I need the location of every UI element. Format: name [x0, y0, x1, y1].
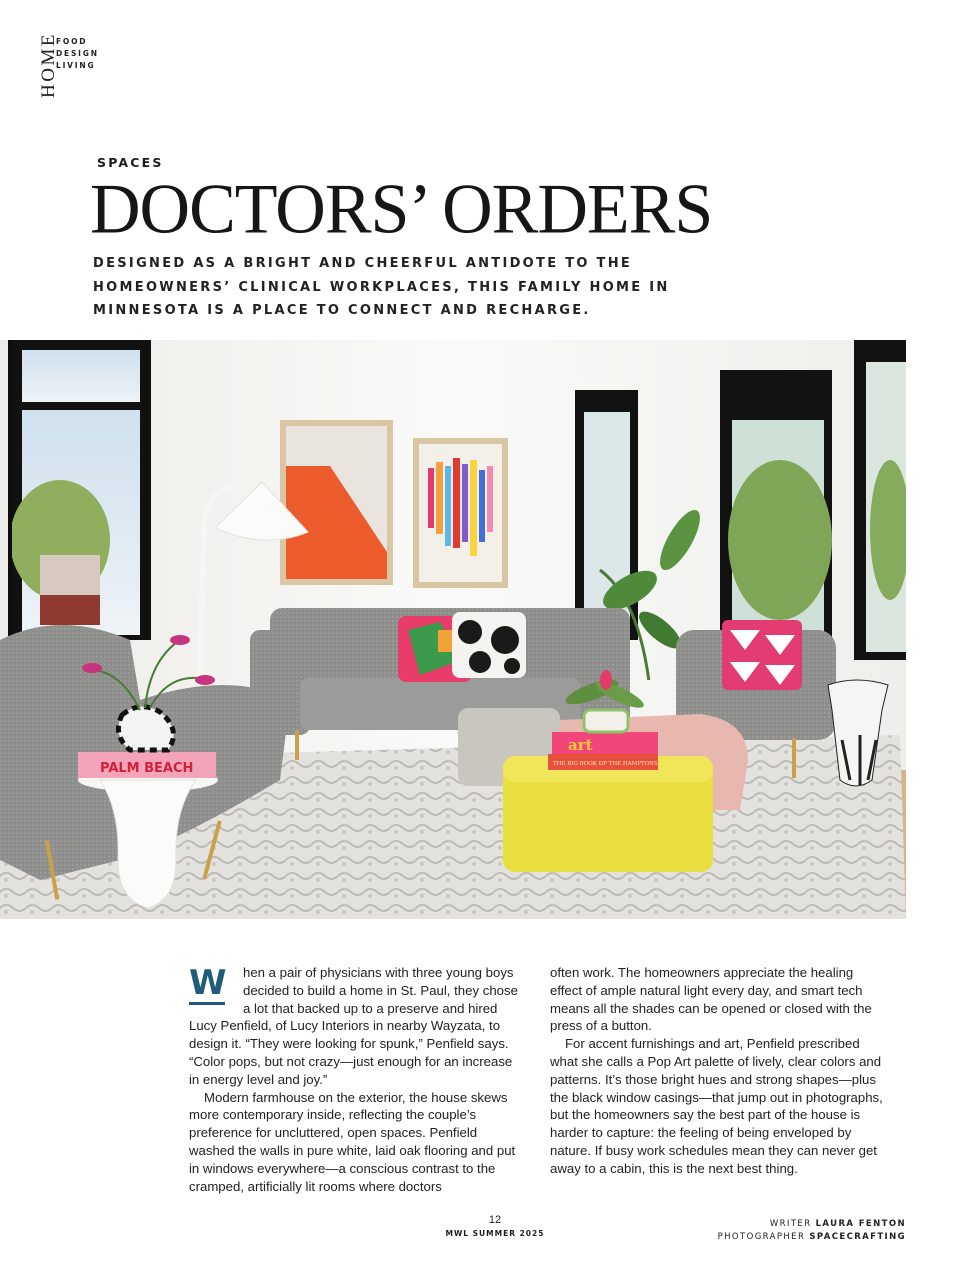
writer-name: LAURA FENTON — [815, 1219, 906, 1229]
photographer-name: SPACECRAFTING — [809, 1232, 906, 1242]
writer-label: WRITER — [769, 1219, 812, 1229]
dropcap: W — [189, 963, 227, 1003]
article-kicker: SPACES — [97, 155, 164, 170]
section-vertical-label: HOME — [38, 32, 59, 98]
orange-artwork — [280, 420, 393, 585]
article-headline: DOCTORS’ ORDERS — [90, 170, 713, 249]
category-design: DESIGN — [56, 49, 99, 58]
body-column-right — [550, 964, 885, 1178]
section-mark — [30, 32, 110, 104]
striped-artwork — [413, 438, 508, 588]
photographer-credit — [718, 1231, 906, 1244]
body-column-left — [189, 964, 524, 1195]
section-category-list — [56, 36, 99, 72]
photographer-label: PHOTOGRAPHER — [717, 1232, 806, 1242]
folio — [440, 1214, 550, 1238]
body-paragraph: Modern farmhouse on the exterior, the house skews more contemporary inside, reflecting the couple’s preference for uncluttered, open spaces. Penfield washed the walls in pure white, laid oak flooring and put in windows everywhere—a conscious contrast to the cramped, artificially lit rooms where doctors — [189, 1089, 516, 1194]
credits — [718, 1218, 906, 1244]
body-paragraph: For accent furnishings and art, Penfield prescribed what she calls a Pop Art palette of lively, clear colors and patterns. It’s those bright hues and strong shapes—plus the black window casings—that jump out in photographs, but the homeowners say the best part of the house is harder to capture: the feeling of being enveloped by nature. If busy work schedules mean they can never get away to a cabin, this is the next best thing. — [550, 1036, 883, 1176]
writer-credit — [718, 1218, 906, 1231]
palm-beach-book-title: PALM BEACH — [100, 761, 194, 776]
hamptons-book-title: THE BIG BOOK OF THE HAMPTONS — [553, 761, 658, 767]
page-number: 12 — [488, 1214, 502, 1226]
body-paragraph: often work. The homeowners appreciate the healing effect of ample natural light every day, and smart tech means all the shades can be opened or closed with the press of a button. — [550, 965, 872, 1034]
article-dek: DESIGNED AS A BRIGHT AND CHEERFUL ANTIDOTE TO THE HOMEOWNERS’ CLINICAL WORKPLACES, THIS FAMILY HOME IN MINNESOTA IS A PLACE TO CONNECT AND RECHARGE. — [93, 256, 670, 318]
art-book-title: art — [568, 736, 593, 754]
living-room-photo — [0, 340, 906, 919]
issue-label: MWL SUMMER 2025 — [445, 1229, 545, 1238]
category-living: LIVING — [56, 61, 96, 70]
accent-pillows — [398, 612, 526, 682]
left-window — [8, 340, 151, 640]
category-food: FOOD — [56, 37, 88, 46]
body-paragraph: hen a pair of physicians with three young boys decided to build a home in St. Paul, they chose a lot that backed up to a preserve and hired Lucy Penfield, of Lucy Interiors in nearby Wayzata, to design it. “They were looking for spunk,” Penfield says. “Color pops, but not crazy—just enough for an increase in energy level and joy.” — [189, 965, 518, 1087]
